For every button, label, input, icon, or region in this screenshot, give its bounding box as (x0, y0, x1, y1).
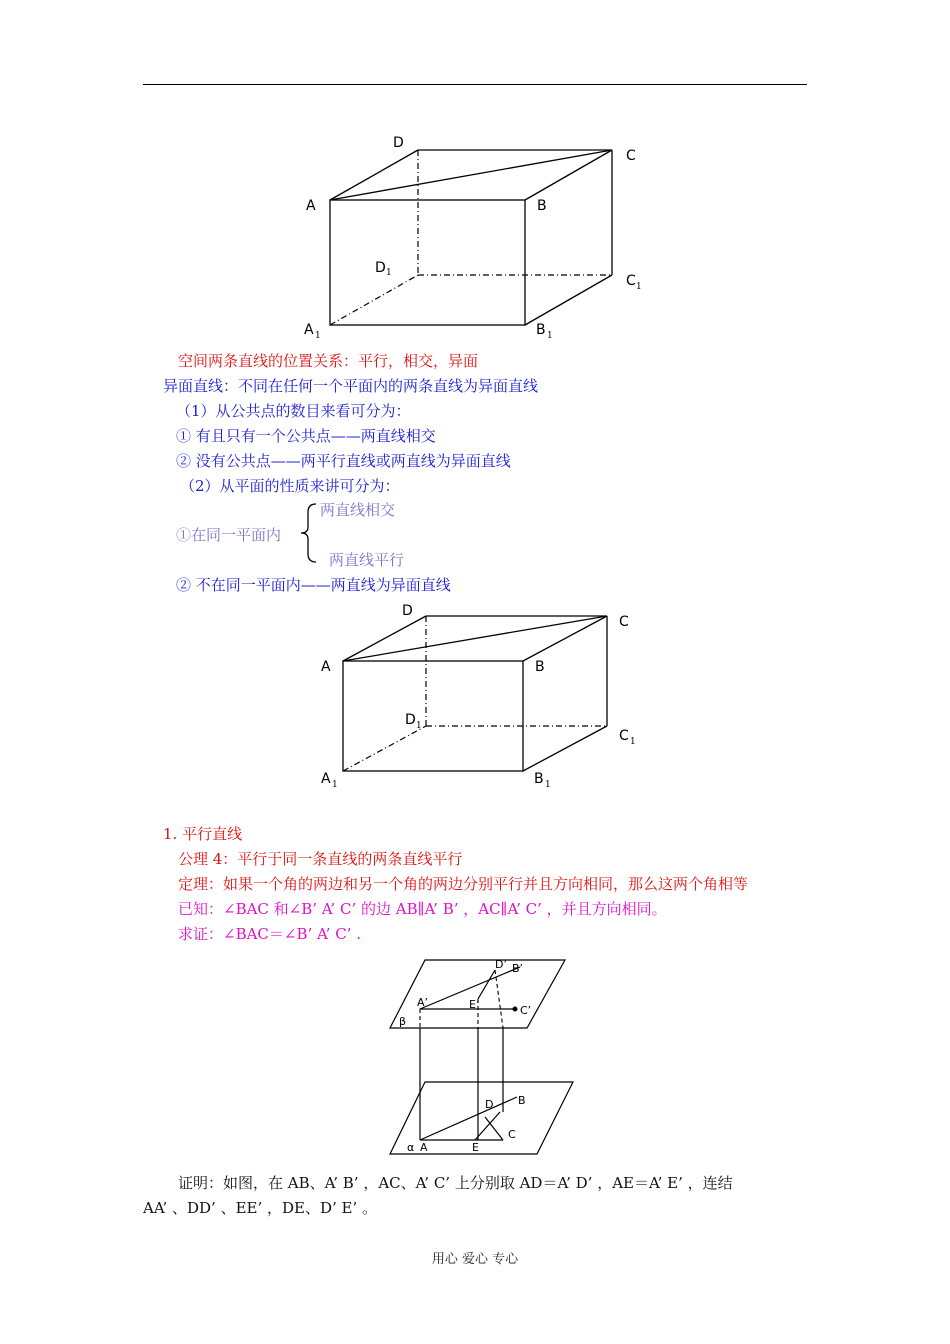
label-B: B (537, 198, 547, 214)
brace-icon (298, 502, 320, 568)
text-line-4: ① 有且只有一个公共点——两直线相交 (176, 427, 436, 445)
proof-line-1: 证明：如图，在 AB、A’ B’ ，AC、A’ C’ 上分别取 AD＝A’ D’ ，AE＝A’ E’ ，连结 (178, 1174, 733, 1192)
label-C: C (619, 614, 629, 630)
page-footer: 用心 爱心 专心 (431, 1252, 519, 1267)
text-intersect: 两直线相交 (320, 501, 396, 519)
svg-text:1: 1 (545, 780, 551, 790)
text-line-6: （2）从平面的性质来讲可分为： (180, 477, 400, 495)
text-line-3: （1）从公共点的数目来看可分为： (176, 402, 411, 420)
label-B: B (535, 659, 545, 675)
to-prove: 求证：∠BAC＝∠B’ A’ C’ . (178, 925, 361, 943)
svg-text:1: 1 (630, 737, 636, 747)
label-beta: β (399, 1015, 407, 1028)
label-B1: B (536, 322, 546, 338)
section-title: 1. 平行直线 (163, 825, 243, 843)
svg-text:1: 1 (636, 282, 642, 292)
label-D: D (402, 603, 413, 619)
axiom-4: 公理 4：平行于同一条直线的两条直线平行 (178, 850, 463, 868)
label-D: D (485, 1098, 494, 1111)
cuboid-figure-2 (305, 598, 655, 798)
text-line-2: 异面直线：不同在任何一个平面内的两条直线为异面直线 (163, 377, 539, 395)
cuboid-figure-1 (290, 128, 660, 348)
label-D1: D (405, 712, 416, 728)
label-A: A (306, 198, 316, 214)
text-line-5: ② 没有公共点——两平行直线或两直线为异面直线 (176, 452, 511, 470)
theorem: 定理：如果一个角的两边和另一个角的两边分别平行并且方向相同，那么这两个角相等 (178, 875, 749, 893)
label-A: A (420, 1141, 428, 1154)
proof-line-2: AA’ 、DD’ 、EE’ ，DE、D’ E’ 。 (143, 1199, 378, 1217)
text-line-1: 空间两条直线的位置关系：平行，相交，异面 (178, 352, 479, 370)
label-D: D (393, 135, 404, 151)
label-E-prime: E’ (469, 998, 480, 1011)
label-E: E (472, 1141, 479, 1154)
svg-text:1: 1 (547, 331, 553, 341)
label-B1: B (534, 771, 544, 787)
parallel-planes-figure (385, 952, 585, 1162)
label-B: B (518, 1094, 526, 1107)
label-D-prime: D’ (495, 958, 507, 971)
label-A1: A (304, 322, 314, 338)
label-C1: C (626, 273, 636, 289)
text-parallel: 两直线平行 (329, 551, 405, 569)
given: 已知：∠BAC 和∠B’ A’ C’ 的边 AB∥A’ B’ ，AC∥A’ C’ ，并且方向相同。 (178, 900, 667, 918)
svg-text:1: 1 (332, 780, 338, 790)
label-A1: A (321, 771, 331, 787)
header-rule (143, 84, 807, 85)
svg-text:1: 1 (315, 331, 321, 341)
label-C: C (508, 1128, 516, 1141)
text-line-8: ② 不在同一平面内——两直线为异面直线 (176, 576, 451, 594)
label-D1: D (375, 260, 386, 276)
text-same-plane: ①在同一平面内 (176, 526, 282, 544)
label-B-prime: B’ (512, 962, 524, 975)
svg-text:1: 1 (416, 721, 422, 731)
label-A-prime: A’ (417, 996, 429, 1009)
label-alpha: α (407, 1141, 415, 1154)
label-A: A (321, 659, 331, 675)
label-C1: C (619, 728, 629, 744)
svg-text:1: 1 (386, 268, 392, 278)
label-C-prime: C’ (520, 1004, 532, 1017)
label-C: C (626, 148, 636, 164)
